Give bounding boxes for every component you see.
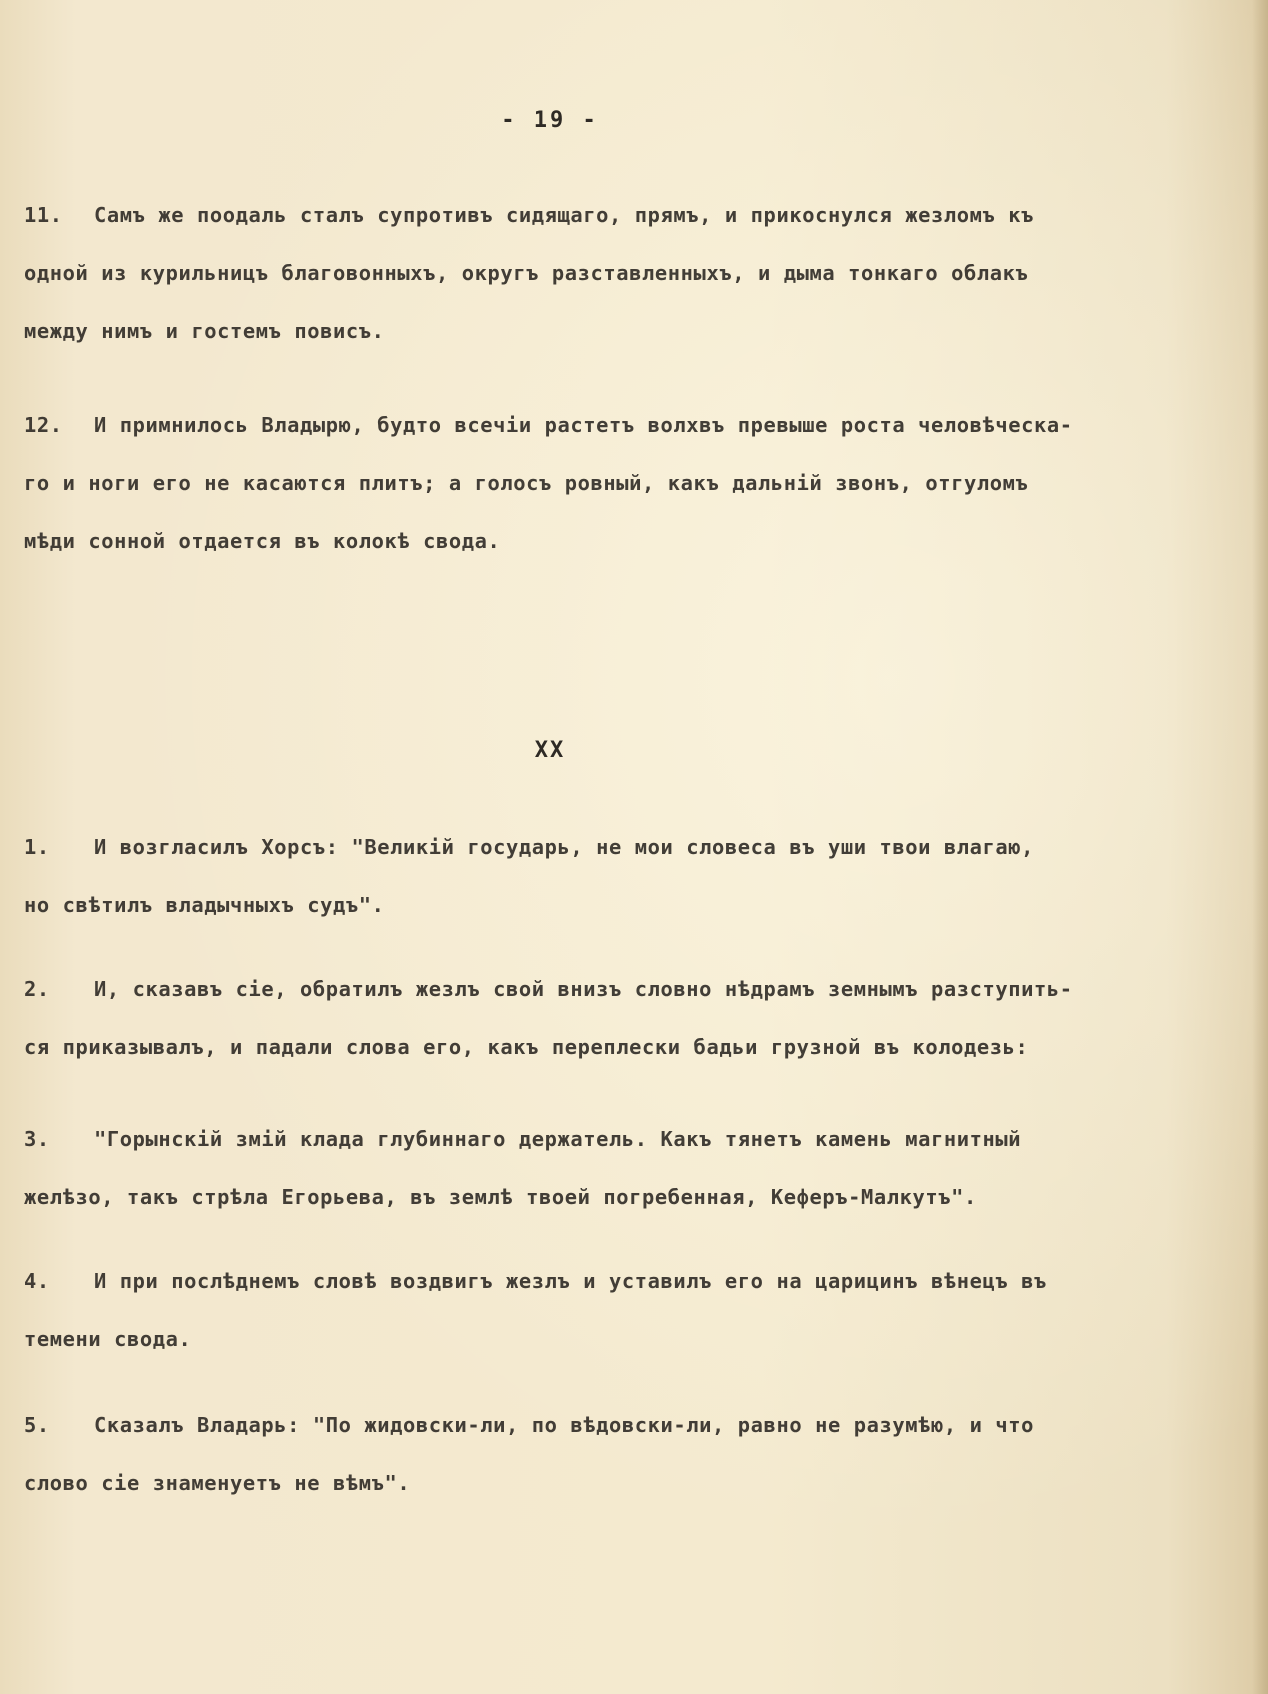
verse-number: 4. bbox=[24, 1269, 50, 1293]
verse-12 bbox=[24, 396, 1199, 570]
verse-text: И, сказавъ сіе, обратилъ жезлъ свой внизъ словно нѣдрамъ земнымъ разступить- bbox=[94, 977, 1073, 1001]
verse-line: ся приказывалъ, и падали слова его, какъ переплески бадьи грузной въ колодезь: bbox=[24, 1035, 1029, 1059]
verse-number: 12. bbox=[24, 413, 63, 437]
verse-line bbox=[24, 396, 1199, 454]
section-title: ХХ bbox=[534, 738, 566, 763]
verse-text: И примнилось Владырю, будто всечіи растетъ волхвъ превыше роста человѣческа- bbox=[94, 413, 1073, 437]
verse-line: между нимъ и гостемъ повисъ. bbox=[24, 319, 385, 343]
verse-text: И при послѣднемъ словѣ воздвигъ жезлъ и уставилъ его на царицинъ вѣнецъ въ bbox=[94, 1269, 1047, 1293]
verse-line bbox=[24, 1252, 1199, 1310]
verse-text: Сказалъ Владарь: "По жидовски-ли, по вѣдовски-ли, равно не разумѣю, и что bbox=[94, 1413, 1034, 1437]
verse-number: 3. bbox=[24, 1127, 50, 1151]
verse-number: 11. bbox=[24, 203, 63, 227]
verse-number: 1. bbox=[24, 835, 50, 859]
verse-line bbox=[24, 1110, 1199, 1168]
verse-11 bbox=[24, 186, 1199, 360]
verse-xx-4 bbox=[24, 1252, 1199, 1368]
verse-line bbox=[24, 960, 1199, 1018]
verse-line: го и ноги его не касаются плитъ; а голосъ ровный, какъ дальній звонъ, отгуломъ bbox=[24, 471, 1029, 495]
verse-line: но свѣтилъ владычныхъ судъ". bbox=[24, 893, 385, 917]
verse-line bbox=[24, 818, 1199, 876]
verse-line bbox=[24, 1396, 1199, 1454]
verse-xx-3 bbox=[24, 1110, 1199, 1226]
verse-line: одной из курильницъ благовонныхъ, округъ разставленныхъ, и дыма тонкаго облакъ bbox=[24, 261, 1029, 285]
verse-line: темени свода. bbox=[24, 1327, 192, 1351]
verse-text: "Горынскій змій клада глубиннаго держатель. Какъ тянетъ камень магнитный bbox=[94, 1127, 1022, 1151]
verse-line: слово сіе знаменуетъ не вѣмъ". bbox=[24, 1471, 411, 1495]
verse-xx-2 bbox=[24, 960, 1199, 1076]
verse-text: Самъ же поодаль сталъ супротивъ сидящаго, прямъ, и прикоснулся жезломъ къ bbox=[94, 203, 1034, 227]
verse-number: 5. bbox=[24, 1413, 50, 1437]
verse-xx-1 bbox=[24, 818, 1199, 934]
verse-text: И возгласилъ Хорсъ: "Великій государь, не мои словеса въ уши твои влагаю, bbox=[94, 835, 1034, 859]
verse-line: желѣзо, такъ стрѣла Егорьева, въ землѣ твоей погребенная, Кеферъ-Малкутъ". bbox=[24, 1185, 977, 1209]
verse-xx-5 bbox=[24, 1396, 1199, 1512]
verse-line bbox=[24, 186, 1199, 244]
verse-number: 2. bbox=[24, 977, 50, 1001]
page-number: - 19 - bbox=[501, 108, 599, 133]
verse-line: мѣди сонной отдается въ колокѣ свода. bbox=[24, 529, 501, 553]
